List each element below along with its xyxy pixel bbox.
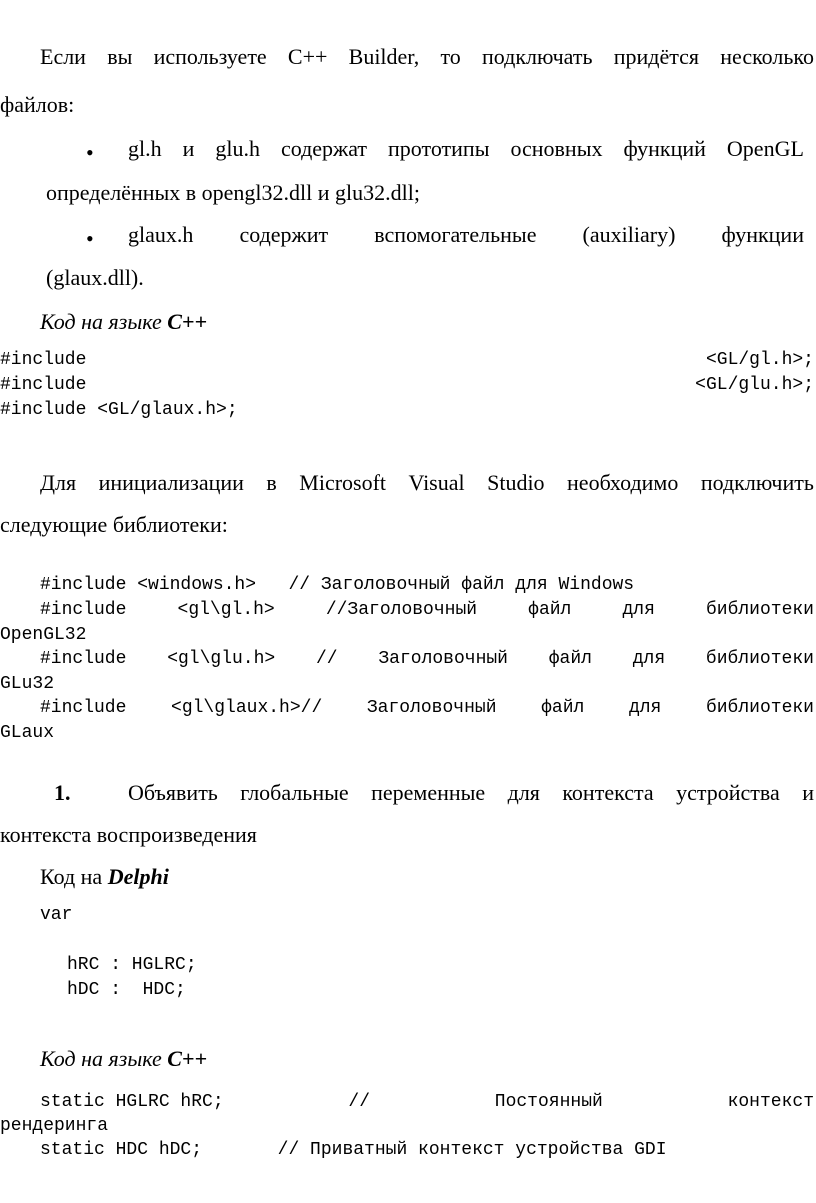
paragraph-2-line-1 bbox=[40, 470, 814, 496]
code-token: #include bbox=[40, 649, 127, 669]
word: Microsoft bbox=[299, 470, 387, 495]
cpp-line-1 bbox=[40, 1092, 814, 1112]
word: в bbox=[266, 470, 277, 495]
word: устройства bbox=[676, 780, 780, 805]
code-token: //Заголовочный bbox=[325, 600, 478, 620]
word: инициализации bbox=[98, 470, 244, 495]
code-token: файл bbox=[541, 698, 585, 718]
delphi-line-2: hRC : HGLRC; bbox=[67, 955, 197, 975]
paragraph-2-line-2: следующие библиотеки: bbox=[0, 512, 228, 537]
bullet-1-line-2: определённых в opengl32.dll и glu32.dll; bbox=[46, 180, 420, 205]
paragraph-1-line-1 bbox=[40, 44, 814, 70]
code-token: <gl\gl.h> bbox=[177, 600, 275, 620]
word: несколько bbox=[720, 44, 814, 69]
word: основных bbox=[510, 136, 603, 161]
code-token: // bbox=[315, 649, 338, 669]
code-token: <GL/gl.h>; bbox=[705, 350, 814, 370]
heading-lang: C++ bbox=[167, 1046, 207, 1071]
word: то bbox=[440, 44, 461, 69]
code-token: <GL/glu.h>; bbox=[695, 375, 814, 395]
vs-include-line-2-cont: OpenGL32 bbox=[0, 625, 87, 645]
heading-lang: Delphi bbox=[107, 864, 169, 889]
word: и bbox=[802, 780, 814, 805]
word: Studio bbox=[487, 470, 545, 495]
bullet-icon: • bbox=[86, 140, 94, 165]
code-token: библиотеки bbox=[705, 649, 814, 669]
word: вы bbox=[107, 44, 133, 69]
word: содержат bbox=[280, 136, 368, 161]
word: и bbox=[182, 136, 195, 161]
code-token: для bbox=[628, 698, 662, 718]
include-line-2 bbox=[0, 375, 814, 395]
code-token: static HGLRC hRC; bbox=[40, 1092, 224, 1112]
code-token: <gl\glu.h> bbox=[167, 649, 276, 669]
word: C++ bbox=[287, 44, 328, 69]
code-token: <gl\glaux.h>// bbox=[171, 698, 323, 718]
word: Если bbox=[40, 44, 86, 69]
cpp-line-1-cont: рендеринга bbox=[0, 1116, 109, 1136]
cpp-line-2: static HDC hDC; // Приватный контекст устройства GDI bbox=[40, 1140, 667, 1160]
code-token: // bbox=[348, 1092, 371, 1112]
code-token: контекст bbox=[727, 1092, 814, 1112]
include-line-3: #include <GL/glaux.h>; bbox=[0, 400, 238, 420]
code-heading-cpp bbox=[40, 309, 207, 335]
code-token: файл bbox=[548, 649, 592, 669]
heading-prefix: Код на языке bbox=[40, 1046, 168, 1071]
code-token: для bbox=[632, 649, 666, 669]
heading-prefix: Код на языке bbox=[40, 309, 168, 334]
word: глобальные bbox=[240, 780, 349, 805]
code-token: библиотеки bbox=[705, 698, 814, 718]
word: прототипы bbox=[388, 136, 490, 161]
step-number: 1. bbox=[54, 780, 71, 805]
word: для bbox=[507, 780, 540, 805]
vs-include-line-4-cont: GLaux bbox=[0, 723, 55, 743]
word: Visual bbox=[408, 470, 465, 495]
code-token: Заголовочный bbox=[366, 698, 497, 718]
vs-include-line-4 bbox=[40, 698, 814, 718]
code-heading-delphi bbox=[40, 864, 169, 890]
step-1-line-1 bbox=[128, 780, 814, 806]
bullet-1-line-1 bbox=[128, 136, 804, 162]
word: OpenGL bbox=[726, 136, 804, 161]
bullet-2-line-1 bbox=[128, 222, 804, 248]
bullet-icon: • bbox=[86, 226, 94, 251]
delphi-line-3: hDC : HDC; bbox=[67, 980, 186, 1000]
code-token: #include bbox=[0, 350, 87, 370]
word: функции bbox=[721, 222, 804, 247]
word: переменные bbox=[371, 780, 486, 805]
code-token: для bbox=[622, 600, 655, 620]
word: функций bbox=[623, 136, 706, 161]
include-line-1 bbox=[0, 350, 814, 370]
heading-prefix: Код на bbox=[40, 864, 108, 889]
delphi-line-1: var bbox=[40, 905, 73, 925]
word: gl.h bbox=[128, 136, 162, 161]
vs-include-line-3-cont: GLu32 bbox=[0, 674, 55, 694]
word: подключить bbox=[700, 470, 814, 495]
word: Объявить bbox=[128, 780, 218, 805]
code-token: Постоянный bbox=[494, 1092, 603, 1112]
word: необходимо bbox=[567, 470, 679, 495]
word: содержит bbox=[239, 222, 329, 247]
vs-include-line-3 bbox=[40, 649, 814, 669]
code-token: #include bbox=[0, 375, 87, 395]
word: придётся bbox=[613, 44, 700, 69]
word: Builder, bbox=[348, 44, 420, 69]
heading-lang: C++ bbox=[167, 309, 207, 334]
bullet-2-line-2: (glaux.dll). bbox=[46, 265, 144, 290]
code-heading-cpp bbox=[40, 1046, 207, 1072]
word: glu.h bbox=[215, 136, 260, 161]
word: контекста bbox=[562, 780, 654, 805]
code-token: Заголовочный bbox=[378, 649, 508, 669]
word: glaux.h bbox=[128, 222, 194, 247]
word: подключать bbox=[482, 44, 593, 69]
code-token: #include bbox=[40, 698, 127, 718]
code-token: библиотеки bbox=[705, 600, 814, 620]
code-token: файл bbox=[528, 600, 572, 620]
vs-include-line-1: #include <windows.h> // Заголовочный файл для Windows bbox=[40, 575, 635, 595]
code-token: #include bbox=[40, 600, 127, 620]
word: используете bbox=[153, 44, 267, 69]
word: (auxiliary) bbox=[582, 222, 676, 247]
paragraph-1-line-2: файлов: bbox=[0, 92, 75, 117]
step-1-line-2: контекста воспроизведения bbox=[0, 822, 257, 847]
word: вспомогательные bbox=[374, 222, 537, 247]
vs-include-line-2 bbox=[40, 600, 814, 620]
word: Для bbox=[40, 470, 77, 495]
